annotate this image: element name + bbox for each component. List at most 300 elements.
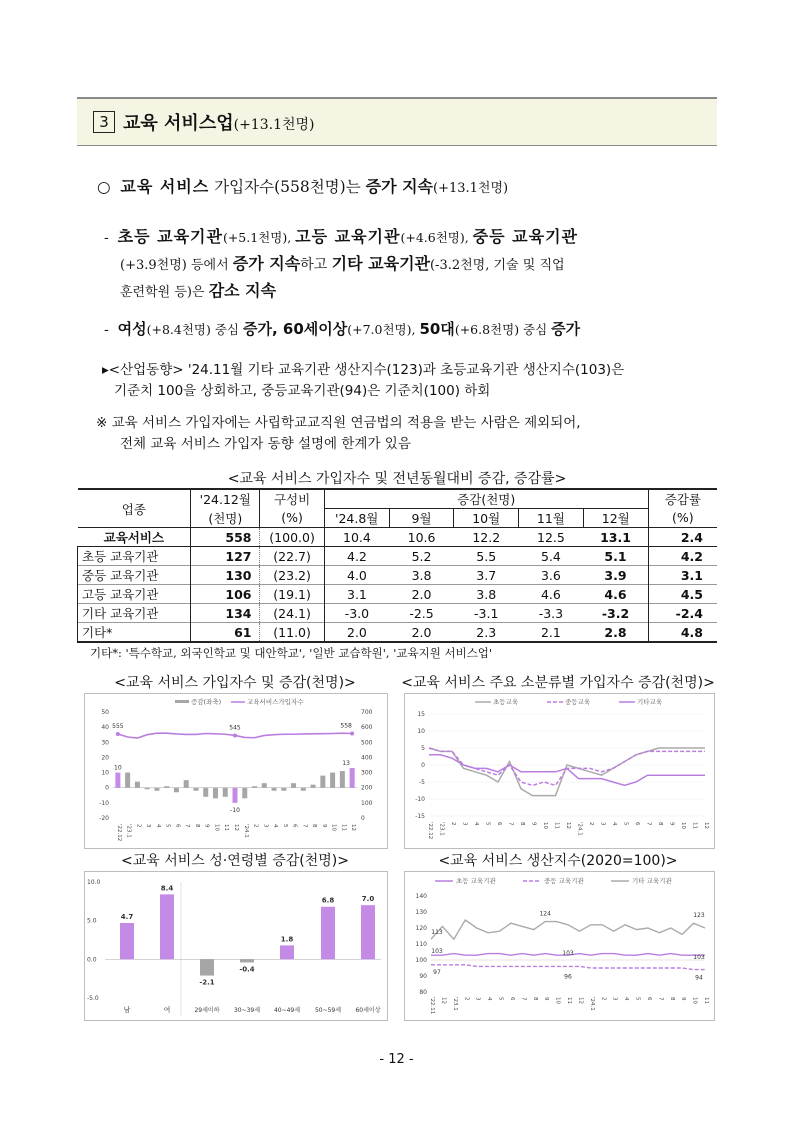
table-cell: 중등 교육기관 [78, 566, 191, 585]
dash-text: 하고 [300, 257, 332, 273]
x-tick-label: 4 [486, 997, 493, 1001]
y-tick-label: -5 [419, 779, 425, 786]
y2-tick-label: 700 [361, 709, 373, 716]
chart-bar [350, 768, 355, 788]
x-tick-label: 11 [340, 824, 347, 831]
y-tick-label: 5.0 [87, 917, 97, 925]
table-cell: 4.5 [680, 586, 703, 602]
data-label: 103 [562, 950, 574, 958]
x-tick-label: 4 [611, 822, 617, 826]
x-tick-label: 8 [531, 997, 538, 1001]
x-tick-label: '22.12 [115, 824, 122, 842]
chart-bar [233, 788, 238, 803]
table-cell: 4.8 [680, 624, 703, 640]
y-tick-label: 140 [415, 893, 427, 900]
y-tick-label: 120 [415, 925, 427, 932]
header-change: 증감(천명) [324, 489, 648, 509]
bullet-text: 가입자수(558천명)는 [209, 178, 366, 196]
table-cell: 3.6 [540, 567, 561, 583]
x-tick-label: 2 [450, 822, 456, 826]
table-cell: 3.8 [476, 586, 497, 602]
x-tick-label: 4 [473, 822, 479, 826]
x-tick-label: 12 [233, 824, 239, 831]
data-label: 545 [229, 724, 241, 732]
chart-bar [154, 788, 159, 791]
table-cell: 5.2 [411, 548, 432, 564]
table-cell: 4.6 [540, 586, 561, 602]
x-tick-label: 30~39세 [233, 1007, 261, 1014]
data-label: -0.4 [239, 965, 255, 974]
x-tick-label: '24.1 [576, 822, 583, 836]
chart-bar [200, 959, 214, 975]
x-tick-label: 2 [135, 824, 142, 828]
section-number: 3 [93, 111, 115, 133]
x-tick-label: '24.1 [588, 997, 595, 1011]
table-cell: 3.1 [347, 586, 367, 602]
y-tick-label: -5.0 [87, 995, 99, 1002]
y-tick-label: 15 [417, 711, 425, 718]
y2-tick-label: 200 [361, 784, 373, 792]
legend-label: 증감(좌축) [191, 698, 222, 706]
table-cell: 4.2 [347, 548, 367, 564]
x-tick-label: 3 [262, 824, 269, 828]
y-tick-label: 10 [101, 769, 109, 777]
table-cell: 12.5 [537, 529, 565, 545]
section-change: (+13.1천명) [233, 117, 315, 133]
x-tick-label: 9 [543, 997, 550, 1001]
chart-bar [135, 782, 140, 788]
table-cell: 초등 교육기관 [78, 547, 191, 566]
data-label: 558 [340, 722, 352, 730]
dash-bullet-2 [104, 318, 580, 341]
x-tick-label: 10 [542, 822, 548, 829]
x-tick-label: 4 [154, 824, 161, 828]
data-label: 1.8 [280, 935, 294, 944]
chart-bar [291, 783, 296, 788]
data-label: 113 [431, 929, 443, 937]
x-tick-label: 8 [657, 822, 663, 826]
x-tick-label: 11 [223, 824, 230, 831]
dash-bold: 초등 교육기관 [117, 227, 223, 246]
x-tick-label: 5 [484, 822, 491, 826]
bullet-bold: 증가 지속 [365, 177, 434, 196]
x-tick-label: 12 [350, 824, 357, 831]
x-tick-label: 6 [496, 822, 502, 826]
chart-bar [280, 945, 294, 959]
x-tick-label: 남 [123, 1006, 131, 1014]
x-tick-label: 7 [520, 997, 527, 1001]
y-tick-label: 0 [105, 784, 109, 792]
dash-text: 훈련학원 등)은 [120, 285, 209, 300]
legend-label: 기타교육 [637, 698, 663, 706]
data-label: 6.8 [321, 896, 335, 905]
y-tick-label: 10.0 [87, 879, 101, 886]
table-row [78, 623, 718, 643]
chart2-svg [405, 694, 714, 848]
x-tick-label: 50~59세 [314, 1007, 342, 1014]
table-cell: 4.0 [347, 567, 367, 583]
y-tick-label: -10 [415, 796, 425, 803]
chart-bar [330, 773, 335, 788]
y2-tick-label: 0 [361, 815, 365, 822]
table-cell: (100.0) [260, 528, 324, 547]
x-tick-label: 29세이하 [194, 1007, 220, 1014]
dash-bold: 증가, 60세이상 [242, 320, 348, 338]
table-cell: 2.8 [583, 623, 648, 643]
x-tick-label: 2 [588, 822, 594, 826]
chart-bar [160, 894, 174, 959]
dash-bold: 50대 [419, 320, 455, 338]
y-tick-label: 100 [415, 957, 427, 964]
remark-line2: 전체 교육 서비스 가입자 동향 설명에 한계가 있음 [120, 436, 411, 452]
chart-bar [184, 780, 189, 788]
table-cell: 106 [191, 585, 260, 604]
dash-bold: 여성 [117, 320, 147, 338]
dash-text: (-3.2천명, 기술 및 직업 [429, 258, 565, 273]
chart3-box [84, 871, 388, 1021]
x-tick-label: 40~49세 [273, 1007, 301, 1014]
chart-bar [281, 788, 286, 791]
table-cell: -3.0 [344, 605, 370, 621]
industry-note [102, 360, 722, 402]
chart-bar [145, 788, 150, 790]
chart-bar [115, 773, 120, 788]
table-cell: -3.2 [583, 604, 648, 623]
x-tick-label: 12 [440, 997, 447, 1004]
x-tick-label: 4 [272, 824, 279, 828]
table-row [78, 528, 718, 547]
x-tick-label: 7 [301, 824, 308, 828]
y-tick-label: 130 [415, 909, 427, 916]
section-title [123, 109, 314, 135]
table-cell: 13.1 [583, 528, 648, 547]
stats-table-wrap [77, 488, 717, 643]
table-cell: 558 [191, 528, 260, 547]
chart4-box [404, 871, 715, 1021]
table-cell: 10.6 [407, 529, 436, 545]
chart2-title: <교육 서비스 주요 소분류별 가입자수 증감(천명)> [401, 675, 715, 691]
chart-bar [242, 788, 247, 799]
dash-bold: 증가 지속 [232, 254, 301, 273]
x-tick-label: 3 [474, 997, 481, 1001]
table-cell: 교육서비스 [78, 528, 191, 547]
dash-bold: 감소 지속 [208, 281, 277, 300]
x-tick-label: 11 [553, 822, 560, 829]
x-tick-label: 10 [330, 824, 337, 831]
dash-mark: - [104, 230, 109, 246]
chart-bar [301, 788, 306, 791]
table-cell: 134 [191, 604, 260, 623]
header-month: 9월 [389, 509, 454, 528]
table-cell: 2.0 [411, 586, 432, 602]
x-tick-label: 6 [291, 824, 298, 828]
data-label: 124 [539, 910, 551, 918]
x-tick-label: 12 [565, 822, 571, 829]
table-cell: 3.8 [411, 567, 432, 583]
chart1-box [84, 693, 388, 849]
x-tick-label: 5 [164, 824, 171, 828]
chart-bar [252, 786, 257, 788]
x-tick-label: 9 [668, 822, 675, 826]
series-line [431, 965, 705, 970]
x-tick-label: 2 [600, 997, 607, 1001]
y2-tick-label: 400 [361, 754, 373, 762]
chart-bar [262, 783, 267, 788]
table-cell: 5.5 [476, 548, 497, 564]
chart-bar [320, 776, 325, 788]
table-cell: 130 [191, 566, 260, 585]
x-tick-label: 6 [508, 997, 515, 1001]
x-tick-label: 3 [611, 997, 618, 1001]
x-tick-label: '23.1 [438, 822, 445, 836]
table-cell: 10.4 [343, 529, 371, 545]
table-cell: 2.1 [540, 624, 561, 640]
chart-bar [174, 788, 179, 793]
data-point [350, 732, 354, 736]
page-number: - 12 - [379, 1052, 414, 1067]
x-tick-label: 5 [634, 997, 641, 1001]
data-point [116, 732, 120, 736]
chart-bar [203, 788, 208, 797]
y-tick-label: -20 [99, 815, 109, 822]
table-cell: 12.2 [472, 529, 501, 545]
dash-text: (+3.9천명) 등에서 [120, 258, 233, 273]
x-tick-label: 8 [193, 824, 200, 828]
table-cell: (24.1) [260, 604, 324, 623]
table-cell: 3.9 [583, 566, 648, 585]
y-tick-label: 80 [419, 989, 427, 996]
x-tick-label: 10 [691, 997, 698, 1004]
header-month: 12월 [583, 509, 648, 528]
header-rate-1: 증감률 [664, 492, 701, 508]
table-row [78, 604, 718, 623]
table-cell: -3.3 [538, 605, 564, 621]
dash-bold: 증가 [551, 320, 581, 338]
x-tick-label: 8 [668, 997, 675, 1001]
y2-tick-label: 500 [361, 739, 373, 747]
section-header [77, 97, 717, 146]
x-tick-label: 4 [623, 997, 630, 1001]
x-tick-label: 8 [311, 824, 318, 828]
header-count-2: (천명) [191, 509, 260, 528]
y-tick-label: 10 [417, 728, 425, 735]
bullet-mark: ○ [97, 178, 111, 196]
x-tick-label: 10 [554, 997, 561, 1004]
industry-note-line1: ▸<산업동향> '24.11월 기타 교육기관 생산지수(123)과 초등교육기관 생산지수(103)은 [102, 362, 625, 378]
table-row [78, 566, 718, 585]
chart3-svg [85, 872, 387, 1020]
x-tick-label: 3 [599, 822, 606, 826]
dash1-line2 [104, 251, 724, 278]
legend-label: 초등 교육기관 [456, 877, 496, 885]
x-tick-label: 8 [519, 822, 525, 826]
x-tick-label: 11 [566, 997, 572, 1004]
y-tick-label: 110 [415, 941, 427, 948]
x-tick-label: 2 [252, 824, 259, 828]
table-cell: 2.0 [347, 624, 367, 640]
chart-bar [213, 788, 218, 799]
data-label: 7.0 [361, 895, 375, 904]
chart-bar [125, 773, 130, 788]
dash1-line3 [104, 278, 724, 305]
x-tick-label: 3 [461, 822, 468, 826]
x-tick-label: 7 [507, 822, 514, 826]
x-tick-label: 12 [577, 997, 584, 1004]
chart-bar [340, 771, 345, 788]
chart-bar [223, 788, 228, 797]
table-cell: 127 [191, 547, 260, 566]
x-tick-label: '22.12 [427, 822, 433, 840]
x-tick-label: 60세이상 [355, 1007, 381, 1014]
table-cell: (23.2) [260, 566, 324, 585]
x-tick-label: '24.1 [242, 824, 249, 838]
table-cell: 기타* [78, 623, 191, 643]
chart-bar [311, 785, 316, 788]
table-cell: 61 [191, 623, 260, 643]
y2-tick-label: 100 [361, 799, 373, 807]
y-tick-label: -15 [415, 813, 425, 820]
chart1-svg [85, 694, 387, 848]
table-cell: 5.4 [540, 548, 561, 564]
y-tick-label: 0 [421, 762, 425, 769]
table-cell: 4.6 [583, 585, 648, 604]
table-cell: -3.1 [474, 605, 499, 621]
x-tick-label: 11 [691, 822, 698, 829]
chart2-box [404, 693, 715, 849]
x-tick-label: 12 [703, 822, 709, 829]
data-label: -10 [230, 806, 240, 814]
bullet-text: (+13.1천명) [433, 181, 509, 196]
table-cell: 2.4 [680, 529, 703, 545]
table-cell: -2.4 [675, 605, 703, 621]
x-tick-label: '22.11 [429, 997, 435, 1015]
table-caption: <교육 서비스 가입자수 및 전년동월대비 증감, 증감률> [227, 471, 567, 487]
remark-line1: ※ 교육 서비스 가입자에는 사립학교교직원 연금법의 적용을 받는 사람은 제외되어, [96, 415, 581, 431]
header-month: '24.8월 [324, 509, 389, 528]
stats-table [77, 488, 717, 643]
data-label: 94 [695, 974, 703, 982]
x-tick-label: 여 [163, 1006, 171, 1014]
y2-tick-label: 300 [361, 769, 373, 777]
x-tick-label: '23.1 [125, 824, 132, 838]
dash-text: (+6.8천명) 중심 [454, 322, 552, 337]
x-tick-label: 10 [213, 824, 220, 831]
x-tick-label: 9 [680, 997, 687, 1001]
x-tick-label: 11 [703, 997, 709, 1004]
dash-bold: 중등 교육기관 [472, 227, 578, 246]
table-cell: 3.7 [476, 567, 497, 583]
chart-bar [193, 788, 198, 791]
chart3-title: <교육 서비스 성·연령별 증감(천명)> [121, 853, 349, 869]
dash1-line1 [104, 224, 724, 251]
x-tick-label: 7 [657, 997, 664, 1001]
header-month: 11월 [519, 509, 584, 528]
x-tick-label: 7 [645, 822, 652, 826]
header-month: 10월 [454, 509, 519, 528]
dash-text: (+7.0천명), [347, 322, 420, 337]
y-tick-label: 5 [421, 745, 425, 752]
header-industry: 업종 [78, 489, 191, 528]
data-label: 97 [433, 968, 441, 976]
header-count-1: '24.12월 [191, 489, 260, 509]
y2-tick-label: 600 [361, 724, 373, 732]
y-tick-label: 90 [419, 973, 427, 980]
dash-bold: 기타 교육기관 [331, 254, 430, 273]
table-cell: 고등 교육기관 [78, 585, 191, 604]
data-label: 96 [564, 973, 572, 981]
chart-bar [120, 923, 134, 959]
bullet-bold: 교육 서비스 [120, 177, 210, 196]
section-title-text: 교육 서비스업 [123, 113, 234, 134]
legend-label: 기타 교육기관 [632, 877, 672, 885]
table-cell: (22.7) [260, 547, 324, 566]
chart-bar [321, 907, 335, 960]
x-tick-label: 9 [320, 824, 327, 828]
table-header-row [78, 489, 718, 509]
chart-bar [240, 959, 254, 962]
data-label: 103 [693, 954, 705, 962]
legend-label: 중등 교육기관 [544, 877, 584, 885]
data-label: 10 [114, 764, 122, 772]
remark [96, 413, 721, 455]
data-label: 103 [431, 948, 443, 956]
data-label: -2.1 [199, 978, 215, 987]
table-row [78, 585, 718, 604]
y-tick-label: 50 [101, 709, 109, 716]
chart-bar [164, 786, 169, 788]
y-tick-label: 0.0 [87, 956, 97, 964]
table-row [78, 547, 718, 566]
x-tick-label: 6 [174, 824, 181, 828]
data-label: 555 [112, 722, 124, 730]
data-point [233, 733, 237, 737]
data-label: 123 [693, 912, 705, 920]
x-tick-label: '23.1 [451, 997, 458, 1011]
y-tick-label: -10 [99, 799, 109, 807]
header-rate-2: (%) [648, 509, 717, 528]
x-tick-label: 2 [463, 997, 470, 1001]
x-tick-label: 5 [622, 822, 629, 826]
table-cell: 기타 교육기관 [78, 604, 191, 623]
y-tick-label: 30 [101, 739, 109, 747]
dash-text: (+4.6천명), [400, 230, 473, 245]
table-cell: 2.3 [476, 624, 497, 640]
dash-text: (+5.1천명), [222, 230, 296, 245]
main-bullet [97, 176, 508, 200]
dash-mark: - [104, 322, 109, 338]
chart1-title: <교육 서비스 가입자수 및 증감(천명)> [114, 675, 356, 691]
x-tick-label: 6 [645, 997, 652, 1001]
dash-bold: 고등 교육기관 [295, 227, 401, 246]
series-line [431, 920, 705, 939]
table-body [78, 528, 718, 643]
header-share-1: 구성비 [260, 489, 324, 509]
x-tick-label: 9 [203, 824, 210, 828]
data-label: 8.4 [160, 884, 174, 893]
legend-label: 초등교육 [493, 698, 519, 706]
y-tick-label: 40 [101, 724, 109, 732]
series-line [429, 748, 705, 796]
legend-label: 중등교육 [565, 698, 591, 706]
x-tick-label: 3 [145, 824, 152, 828]
table-cell: (19.1) [260, 585, 324, 604]
x-tick-label: 9 [530, 822, 537, 826]
dash-bullet-1 [104, 224, 724, 305]
x-tick-label: 5 [281, 824, 288, 828]
table-cell: (11.0) [260, 623, 324, 643]
dash-text: (+8.4천명) 중심 [146, 322, 243, 337]
x-tick-label: 6 [634, 822, 640, 826]
